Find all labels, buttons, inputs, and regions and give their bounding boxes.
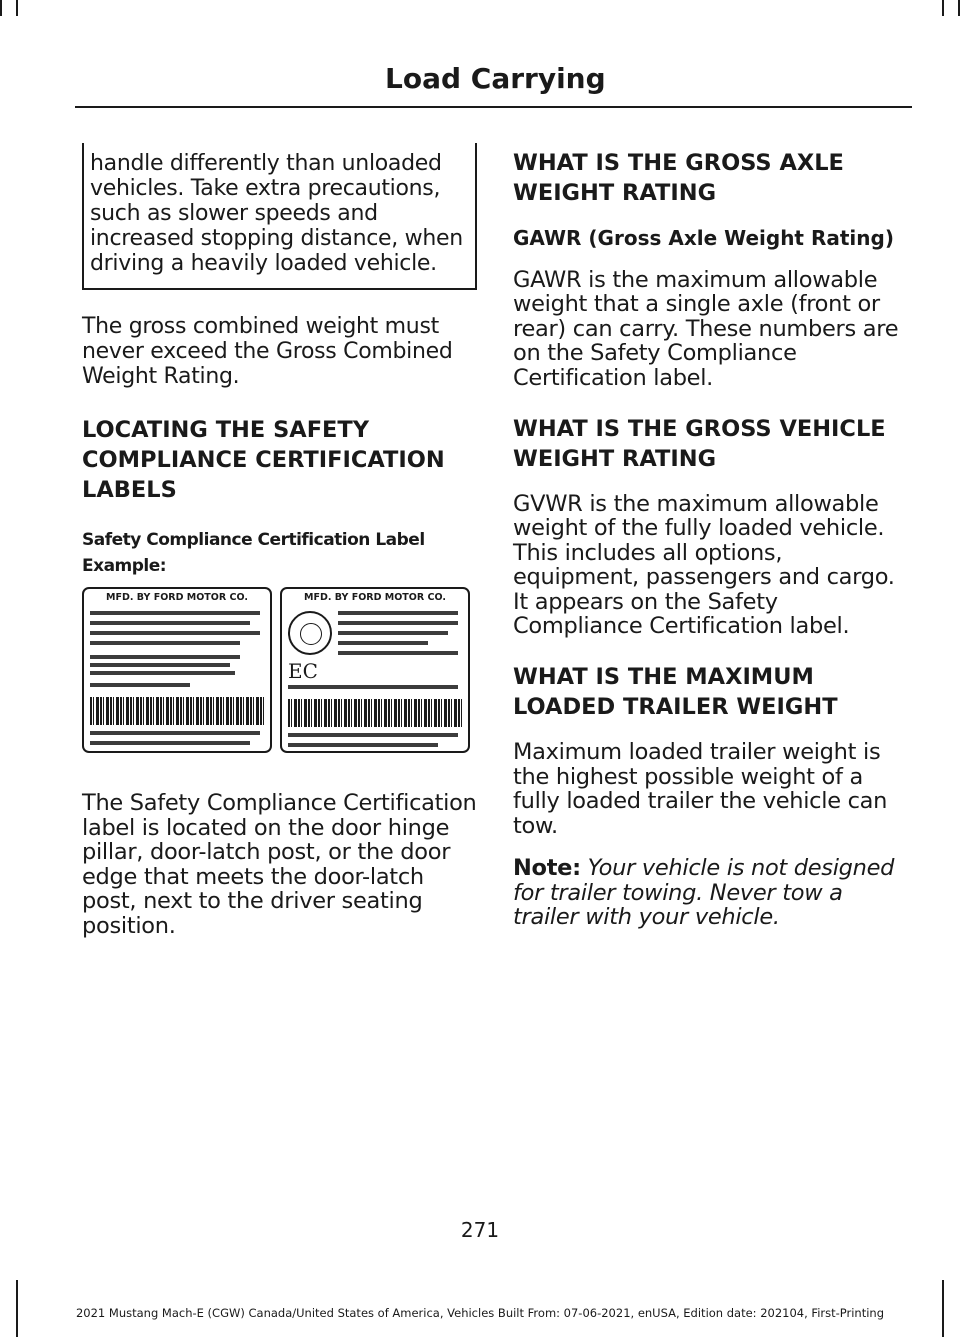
label-text-line: [90, 655, 240, 659]
page-number: 271: [460, 1218, 500, 1242]
crop-mark: [942, 0, 944, 16]
note-text: Your vehicle is not designed for trailer towing. Never tow a trailer with your vehicle.: [513, 855, 895, 930]
gawr-paragraph: GAWR is the maximum allowable weight that a single axle (front or rear) can carry. These numbers are on the Safety Compliance Certification label.: [513, 267, 899, 391]
gawr-heading: WHAT IS THE GROSS AXLE WEIGHT RATING: [513, 150, 844, 206]
label-text-line: [90, 663, 230, 667]
warning-text: handle differently than unloaded vehicles. Take extra precautions, such as slower speeds and increased stopping distance, when driving a heavily loaded vehicle.: [90, 151, 463, 276]
label-ec-mark: EC: [288, 659, 318, 683]
certification-seal-icon: [288, 611, 332, 655]
trailer-paragraph: Maximum loaded trailer weight is the highest possible weight of a fully loaded trailer the vehicle can tow.: [513, 739, 888, 839]
example-heading: Safety Compliance Certification Label Example:: [82, 530, 425, 576]
label-text-line: [288, 733, 458, 737]
locating-heading: LOCATING THE SAFETY COMPLIANCE CERTIFICATION LABELS: [82, 417, 445, 503]
label-text-line: [90, 631, 260, 635]
label-text-line: [90, 683, 190, 687]
label-text-line: [338, 621, 458, 625]
label-text-line: [338, 611, 458, 615]
label-text-line: [288, 743, 438, 747]
crop-mark: [0, 0, 2, 16]
label-title: MFD. BY FORD MOTOR CO.: [106, 592, 248, 603]
label-text-line: [90, 641, 240, 645]
right-column: [513, 143, 908, 929]
gcwr-paragraph: The gross combined weight must never exceed the Gross Combined Weight Rating.: [82, 314, 453, 389]
label-text-line: [288, 685, 458, 689]
label-barcode: [288, 699, 462, 727]
trailer-heading: WHAT IS THE MAXIMUM LOADED TRAILER WEIGHT: [513, 664, 838, 721]
label-barcode: [90, 697, 264, 725]
page-footer: 2021 Mustang Mach-E (CGW) Canada/United States of America, Vehicles Built From: 07-06-2021, enUSA, Edition date: 202104, First-Printing: [75, 1306, 884, 1320]
label-example-1: [82, 587, 272, 753]
label-text-line: [90, 671, 235, 675]
crop-mark: [16, 0, 18, 16]
location-paragraph: The Safety Compliance Certification label is located on the door hinge pillar, door-latch post, or the door edge that meets the door-latch post, next to the driver seating position.: [82, 790, 477, 939]
note-label: Note:: [513, 855, 581, 882]
gvwr-paragraph: GVWR is the maximum allowable weight of the fully loaded vehicle. This includes all options, equipment, passengers and cargo. It appears on the Safety Compliance Certification label.: [513, 491, 895, 640]
label-title: MFD. BY FORD MOTOR CO.: [304, 592, 446, 603]
label-text-line: [90, 731, 260, 735]
note-paragraph: [513, 856, 908, 929]
page-header-title: Load Carrying: [385, 62, 606, 95]
label-text-line: [338, 631, 448, 635]
gawr-subheading: GAWR (Gross Axle Weight Rating): [513, 226, 894, 250]
label-text-line: [90, 621, 250, 625]
label-example-2: [280, 587, 470, 753]
label-text-line: [90, 611, 260, 615]
label-text-line: [338, 651, 458, 655]
label-text-line: [90, 741, 250, 745]
left-column: [82, 143, 477, 939]
label-text-line: [338, 641, 428, 645]
gvwr-heading: WHAT IS THE GROSS VEHICLE WEIGHT RATING: [513, 416, 886, 473]
header-divider: [75, 106, 912, 108]
warning-box: [82, 143, 477, 290]
label-examples: [82, 587, 477, 753]
